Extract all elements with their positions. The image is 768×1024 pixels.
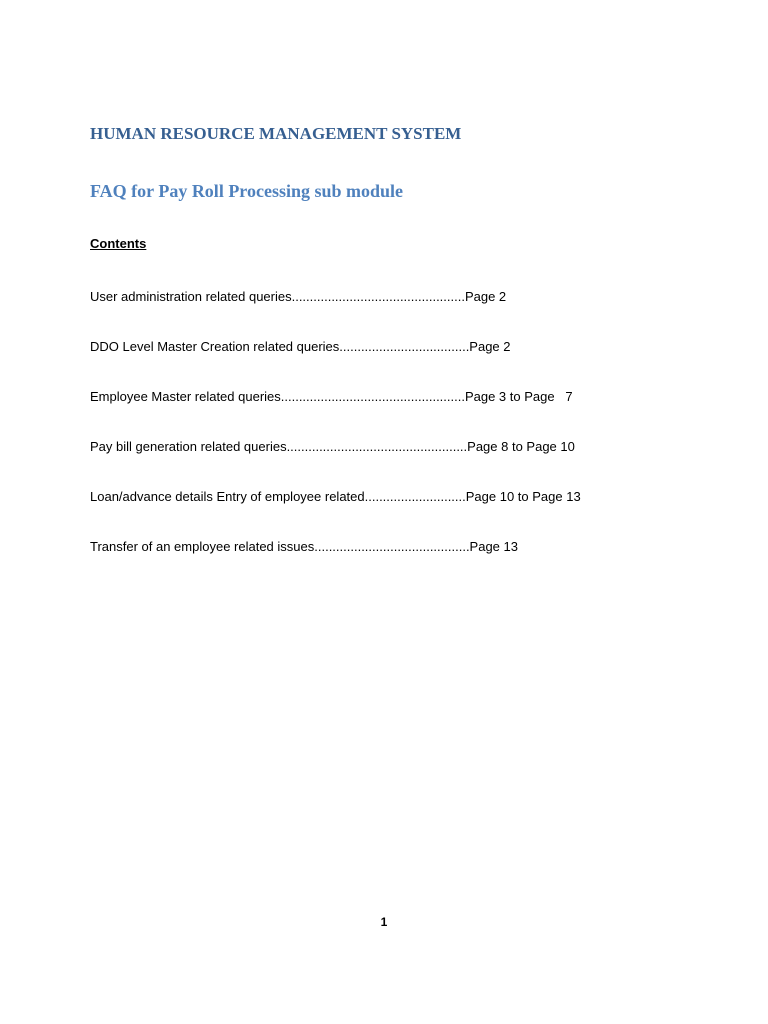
contents-heading: Contents (90, 236, 147, 251)
table-of-contents (90, 288, 581, 588)
toc-entry-employee-master: Employee Master related queries...................................................Page 3 to Page 7 (90, 389, 573, 404)
toc-entry-transfer-employee: Transfer of an employee related issues...........................................Page 13 (90, 539, 518, 554)
page-number: 1 (380, 915, 388, 929)
document-title: HUMAN RESOURCE MANAGEMENT SYSTEM (90, 124, 462, 143)
toc-entry-loan-advance: Loan/advance details Entry of employee related............................Page 10 to Page 13 (90, 489, 581, 504)
toc-entry-user-administration: User administration related queries................................................Page 2 (90, 289, 507, 304)
toc-entry-pay-bill-generation: Pay bill generation related queries..................................................Page 8 to Page 10 (90, 439, 575, 454)
toc-entry-ddo-level-master: DDO Level Master Creation related queries....................................Page 2 (90, 339, 511, 354)
document-subtitle: FAQ for Pay Roll Processing sub module (90, 181, 404, 201)
